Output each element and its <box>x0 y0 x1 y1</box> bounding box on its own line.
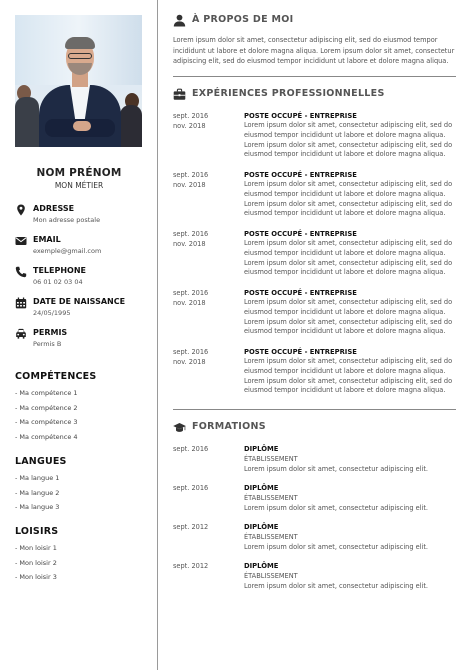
entry-description: Lorem ipsum dolor sit amet, consectetur adipiscing elit. <box>244 582 429 590</box>
entry-date: sept. 2016 <box>173 445 209 453</box>
briefcase-icon <box>173 88 186 101</box>
section-divider <box>173 409 456 410</box>
experience-header <box>173 88 463 102</box>
entry-institution: ÉTABLISSEMENT <box>244 455 298 463</box>
car-icon <box>15 328 27 340</box>
calendar-icon <box>15 297 27 309</box>
skills-title: COMPÉTENCES <box>15 371 97 382</box>
entry-description: Lorem ipsum dolor sit amet, consectetur adipiscing elit. <box>244 504 429 512</box>
entry-body <box>244 444 456 474</box>
entry-description: Lorem ipsum dolor sit amet, consectetur adipiscing elit, sed do eiusmod tempor incididunt ut labore et dolore magna aliqua. Lorem ipsum dolor sit amet, consectetur adipiscing elit, sed do eiusmod tempor incididunt ut labore et dolore magna aliqua. <box>244 357 453 395</box>
education-header <box>173 421 463 435</box>
entry-body <box>244 522 456 552</box>
list-item: - Mon loisir 3 <box>15 573 57 581</box>
entry-title: DIPLÔME <box>244 562 279 570</box>
contact-label: EMAIL <box>33 235 61 244</box>
contact-value: Permis B <box>33 340 62 348</box>
list-item: - Ma compétence 2 <box>15 403 78 412</box>
hobbies-list <box>15 541 150 585</box>
entry-date-end: nov. 2018 <box>173 240 206 248</box>
entry-date: sept. 2012 <box>173 562 209 570</box>
entry-title: POSTE OCCUPÉ - ENTREPRISE <box>244 348 357 356</box>
entry-body <box>244 111 456 160</box>
profile-photo <box>15 15 142 147</box>
entry-body <box>244 288 456 337</box>
list-item: - Ma compétence 3 <box>15 418 78 426</box>
languages-title: LANGUES <box>15 456 67 467</box>
entry-title: DIPLÔME <box>244 523 279 531</box>
hobbies-title: LOISIRS <box>15 526 59 537</box>
phone-icon <box>15 266 27 278</box>
contact-label: PERMIS <box>33 328 68 337</box>
contact-label: ADRESSE <box>33 204 75 213</box>
graduation-cap-icon <box>173 421 186 434</box>
profile-name: NOM PRÉNOM <box>36 167 122 179</box>
about-header <box>173 14 463 28</box>
list-item: - Mon loisir 1 <box>15 544 57 552</box>
list-item: - Ma langue 3 <box>15 503 60 511</box>
about-title: À PROPOS DE MOI <box>192 14 294 25</box>
entry-date: sept. 2012 <box>173 523 209 531</box>
main-content <box>158 0 474 670</box>
entry-title: DIPLÔME <box>244 445 279 453</box>
entry-date-start: sept. 2016 <box>173 230 209 238</box>
entry-title: POSTE OCCUPÉ - ENTREPRISE <box>244 171 357 179</box>
entry-title: POSTE OCCUPÉ - ENTREPRISE <box>244 289 357 297</box>
list-item: - Mon loisir 2 <box>15 558 57 567</box>
entry-date-start: sept. 2016 <box>173 112 209 120</box>
about-text: Lorem ipsum dolor sit amet, consectetur adipiscing elit, sed do eiusmod tempor incididunt ut labore et dolore magna aliqua. Lorem ipsum dolor sit amet, consectetur adipiscing elit, sed do eiusmod tempor incididunt ut labore et dolore magna aliqua. <box>173 36 455 65</box>
entry-dates <box>173 111 233 131</box>
entry-description: Lorem ipsum dolor sit amet, consectetur adipiscing elit, sed do eiusmod tempor incididunt ut labore et dolore magna aliqua. Lorem ipsum dolor sit amet, consectetur adipiscing elit, sed do eiusmod tempor incididunt ut labore et dolore magna aliqua. <box>244 121 453 159</box>
contact-value: 06 01 02 03 04 <box>33 278 83 286</box>
entry-institution: ÉTABLISSEMENT <box>244 572 298 580</box>
entry-date-end: nov. 2018 <box>173 358 206 366</box>
entry-description: Lorem ipsum dolor sit amet, consectetur adipiscing elit, sed do eiusmod tempor incididunt ut labore et dolore magna aliqua. Lorem ipsum dolor sit amet, consectetur adipiscing elit, sed do eiusmod tempor incididunt ut labore et dolore magna aliqua. <box>244 239 453 277</box>
contact-value: exemple@gmail.com <box>33 247 102 255</box>
experience-title: EXPÉRIENCES PROFESSIONNELLES <box>192 88 385 99</box>
entry-dates <box>173 288 233 308</box>
entry-date-start: sept. 2016 <box>173 348 209 356</box>
section-divider <box>173 76 456 77</box>
contact-value: Mon adresse postale <box>33 216 101 224</box>
entry-description: Lorem ipsum dolor sit amet, consectetur adipiscing elit, sed do eiusmod tempor incididunt ut labore et dolore magna aliqua. Lorem ipsum dolor sit amet, consectetur adipiscing elit, sed do eiusmod tempor incididunt ut labore et dolore magna aliqua. <box>244 298 453 336</box>
list-item: - Ma langue 2 <box>15 488 60 497</box>
contact-value: 24/05/1995 <box>33 309 71 317</box>
entry-date-start: sept. 2016 <box>173 289 209 297</box>
entry-date: sept. 2016 <box>173 484 209 492</box>
entry-body <box>244 229 456 278</box>
sidebar <box>0 0 158 670</box>
entry-dates <box>173 229 233 249</box>
entry-body <box>244 561 456 591</box>
entry-date-end: nov. 2018 <box>173 299 206 307</box>
entry-dates <box>173 170 233 190</box>
entry-body <box>244 483 456 513</box>
entry-institution: ÉTABLISSEMENT <box>244 494 298 502</box>
entry-description: Lorem ipsum dolor sit amet, consectetur adipiscing elit. <box>244 543 429 551</box>
entry-date-end: nov. 2018 <box>173 122 206 130</box>
skills-list <box>15 386 150 444</box>
contact-label: DATE DE NAISSANCE <box>33 297 126 306</box>
entry-title: DIPLÔME <box>244 484 279 492</box>
entry-title: POSTE OCCUPÉ - ENTREPRISE <box>244 230 357 238</box>
education-title: FORMATIONS <box>192 421 266 432</box>
languages-list <box>15 471 150 515</box>
entry-body <box>244 170 456 219</box>
contact-label: TELEPHONE <box>33 266 87 275</box>
list-item: - Ma langue 1 <box>15 474 60 482</box>
entry-dates <box>173 347 233 367</box>
list-item: - Ma compétence 1 <box>15 389 78 397</box>
entry-date-end: nov. 2018 <box>173 181 206 189</box>
list-item: - Ma compétence 4 <box>15 432 78 441</box>
entry-description: Lorem ipsum dolor sit amet, consectetur adipiscing elit, sed do eiusmod tempor incididunt ut labore et dolore magna aliqua. Lorem ipsum dolor sit amet, consectetur adipiscing elit, sed do eiusmod tempor incididunt ut labore et dolore magna aliqua. <box>244 180 453 218</box>
user-icon <box>173 14 186 27</box>
entry-institution: ÉTABLISSEMENT <box>244 533 298 541</box>
entry-date-start: sept. 2016 <box>173 171 209 179</box>
entry-title: POSTE OCCUPÉ - ENTREPRISE <box>244 112 357 120</box>
entry-body <box>244 347 456 396</box>
entry-description: Lorem ipsum dolor sit amet, consectetur adipiscing elit. <box>244 465 429 473</box>
envelope-icon <box>15 235 27 247</box>
profile-job: MON MÉTIER <box>54 181 104 190</box>
map-pin-icon <box>15 204 27 216</box>
